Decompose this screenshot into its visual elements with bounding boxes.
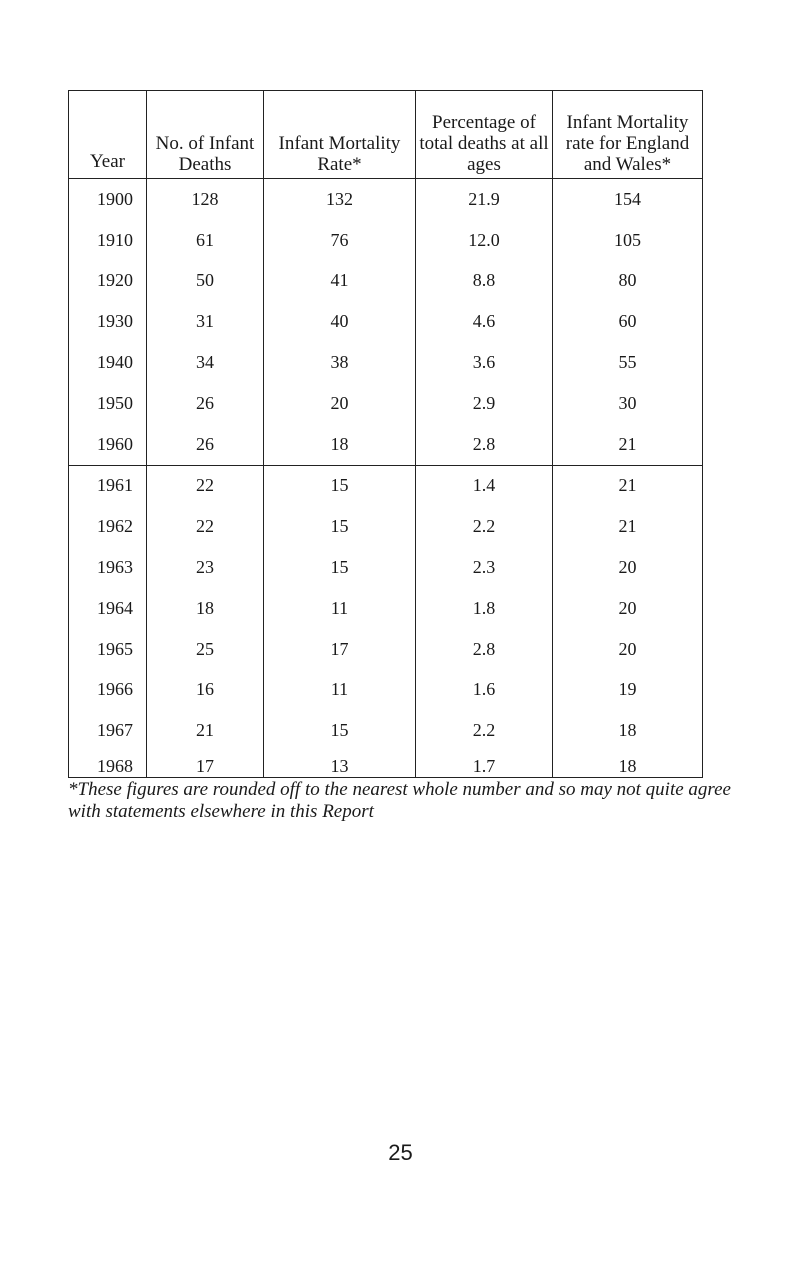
table-row [69,220,703,261]
cell-percentage-total-deaths: 8.8 [416,261,553,302]
cell-infant-deaths: 17 [147,751,264,778]
cell-infant-mortality-rate: 15 [264,710,416,751]
cell-year: 1966 [69,670,147,711]
table-row [69,710,703,751]
cell-infant-deaths: 34 [147,342,264,383]
cell-percentage-total-deaths: 1.4 [416,465,553,506]
table-row [69,179,703,220]
cell-percentage-total-deaths: 21.9 [416,179,553,220]
cell-england-wales-rate: 18 [553,751,703,778]
cell-percentage-total-deaths: 2.8 [416,424,553,465]
cell-year: 1960 [69,424,147,465]
cell-year: 1968 [69,751,147,778]
cell-infant-mortality-rate: 18 [264,424,416,465]
table-row [69,424,703,465]
cell-year: 1962 [69,506,147,547]
page-number: 25 [388,1140,413,1165]
cell-infant-deaths: 50 [147,261,264,302]
cell-infant-deaths: 128 [147,179,264,220]
table-row [69,629,703,670]
cell-infant-mortality-rate: 38 [264,342,416,383]
cell-england-wales-rate: 60 [553,301,703,342]
cell-infant-mortality-rate: 15 [264,465,416,506]
cell-year: 1950 [69,383,147,424]
cell-infant-deaths: 25 [147,629,264,670]
cell-infant-deaths: 26 [147,383,264,424]
table-row [69,506,703,547]
cell-infant-mortality-rate: 15 [264,506,416,547]
table-row [69,261,703,302]
table-row [69,751,703,778]
table-body [69,179,703,778]
cell-year: 1963 [69,547,147,588]
table-row [69,383,703,424]
table-row [69,547,703,588]
header-year: Year [69,91,147,179]
cell-year: 1967 [69,710,147,751]
cell-percentage-total-deaths: 3.6 [416,342,553,383]
cell-infant-deaths: 26 [147,424,264,465]
cell-percentage-total-deaths: 2.9 [416,383,553,424]
table-row [69,342,703,383]
cell-england-wales-rate: 19 [553,670,703,711]
cell-infant-mortality-rate: 76 [264,220,416,261]
table-row [69,465,703,506]
cell-year: 1964 [69,588,147,629]
header-infant-mortality-rate: Infant Mortality Rate* [264,91,416,179]
cell-percentage-total-deaths: 4.6 [416,301,553,342]
cell-england-wales-rate: 154 [553,179,703,220]
cell-infant-mortality-rate: 41 [264,261,416,302]
cell-england-wales-rate: 30 [553,383,703,424]
table-row [69,670,703,711]
cell-percentage-total-deaths: 1.6 [416,670,553,711]
cell-infant-mortality-rate: 13 [264,751,416,778]
header-percentage-total-deaths: Percentage of total deaths at all ages [416,91,553,179]
cell-infant-mortality-rate: 40 [264,301,416,342]
cell-england-wales-rate: 55 [553,342,703,383]
cell-england-wales-rate: 20 [553,588,703,629]
header-england-wales-rate: Infant Mortality rate for England and Wales* [553,91,703,179]
cell-percentage-total-deaths: 1.7 [416,751,553,778]
cell-percentage-total-deaths: 2.2 [416,506,553,547]
cell-england-wales-rate: 80 [553,261,703,302]
cell-infant-deaths: 22 [147,465,264,506]
cell-percentage-total-deaths: 2.2 [416,710,553,751]
cell-infant-mortality-rate: 17 [264,629,416,670]
table-header [69,91,703,179]
cell-infant-deaths: 23 [147,547,264,588]
cell-infant-mortality-rate: 20 [264,383,416,424]
cell-infant-mortality-rate: 11 [264,588,416,629]
cell-england-wales-rate: 20 [553,629,703,670]
cell-england-wales-rate: 105 [553,220,703,261]
cell-year: 1920 [69,261,147,302]
cell-percentage-total-deaths: 12.0 [416,220,553,261]
table-row [69,301,703,342]
cell-year: 1965 [69,629,147,670]
cell-england-wales-rate: 21 [553,506,703,547]
cell-infant-mortality-rate: 15 [264,547,416,588]
cell-year: 1930 [69,301,147,342]
infant-mortality-table-container [68,90,702,778]
infant-mortality-table [68,90,703,778]
cell-infant-mortality-rate: 11 [264,670,416,711]
cell-percentage-total-deaths: 2.8 [416,629,553,670]
header-infant-deaths: No. of Infant Deaths [147,91,264,179]
cell-infant-deaths: 21 [147,710,264,751]
cell-england-wales-rate: 21 [553,424,703,465]
cell-year: 1900 [69,179,147,220]
cell-year: 1961 [69,465,147,506]
cell-infant-mortality-rate: 132 [264,179,416,220]
cell-england-wales-rate: 20 [553,547,703,588]
cell-infant-deaths: 16 [147,670,264,711]
cell-year: 1940 [69,342,147,383]
cell-infant-deaths: 22 [147,506,264,547]
cell-percentage-total-deaths: 2.3 [416,547,553,588]
cell-infant-deaths: 18 [147,588,264,629]
cell-england-wales-rate: 18 [553,710,703,751]
cell-year: 1910 [69,220,147,261]
table-row [69,588,703,629]
cell-infant-deaths: 31 [147,301,264,342]
cell-percentage-total-deaths: 1.8 [416,588,553,629]
footnote: *These figures are rounded off to the nearest whole number and so may not quite agree with statements elsewhere in this Report [68,779,731,822]
cell-england-wales-rate: 21 [553,465,703,506]
header-row [69,91,703,179]
cell-infant-deaths: 61 [147,220,264,261]
